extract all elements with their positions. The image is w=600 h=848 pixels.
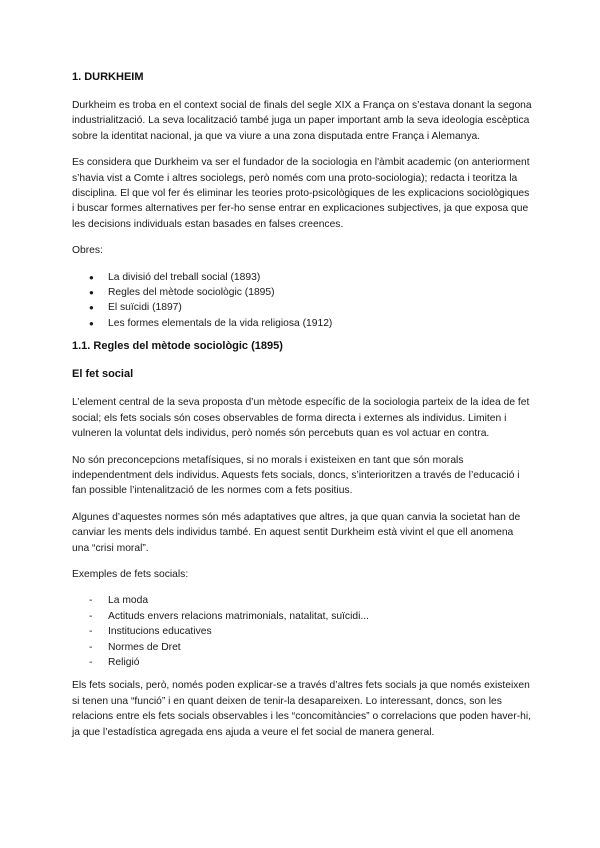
paragraph-moral: No són preconcepcions metafísiques, si no morals i existeixen en tant que són morals independentment dels individus. Aquests fets socials, doncs, s’interioritzen a través de l’educació i fan possible l’intenalització de les normes com a fets positius.	[72, 454, 520, 497]
examples-label: Exemples de fets socials:	[72, 568, 189, 580]
paragraph-context: Durkheim es troba en el context social de finals del segle XIX a França on s’estava donant la segona industrialització. La seva localització també juga un paper important amb la seva ideologia escèptica sobre la identitat nacional, ja que va viure a una zona disputada entre França i Alemanya.	[72, 100, 532, 142]
section-heading: 1. DURKHEIM	[72, 71, 144, 83]
works-list	[72, 270, 532, 332]
dash-icon: -	[89, 610, 93, 622]
dash-icon: -	[89, 626, 93, 638]
works-label: Obres:	[72, 245, 103, 257]
bullet-icon: ●	[89, 303, 94, 313]
list-item: - La moda	[72, 593, 532, 608]
document-body	[72, 70, 532, 751]
bullet-icon: ●	[89, 318, 94, 328]
list-item: ● Regles del mètode sociològic (1895)	[72, 285, 532, 300]
dash-icon: -	[89, 656, 93, 668]
list-item: ● Les formes elementals de la vida religiosa (1912)	[72, 316, 532, 331]
paragraph-social-fact: L’element central de la seva proposta d’un mètode específic de la sociologia parteix de la idea de fet social; els fets socials són coses observables de forma directa i externes als individus. Limiten i vulneren la voluntat dels individus, però només són percebuts quan es vol actuar en contra.	[72, 397, 530, 440]
list-item: - Actituds envers relacions matrimonials, natalitat, suïcidi...	[72, 609, 532, 624]
bullet-icon: ●	[89, 272, 94, 282]
paragraph-function: Els fets socials, però, només poden explicar-se a través d’altres fets socials ja que només existeixen si tenen una “funció” i en quant deixen de tenir-la desapareixen. Lo interessant, doncs, son les relacions entre els fets socials observables i les “concomitàncies” o correlacions que poden haver-hi, ja que l’estadística agregada ens ajuda a veure el fet social de manera general.	[72, 680, 532, 738]
dash-icon: -	[89, 641, 93, 653]
list-item: - Religió	[72, 655, 532, 670]
list-item: - Normes de Dret	[72, 640, 532, 655]
topic-heading: El fet social	[72, 368, 134, 381]
list-item: ● La divisió del treball social (1893)	[72, 270, 532, 285]
list-item: - Institucions educatives	[72, 624, 532, 639]
examples-list	[72, 593, 532, 670]
paragraph-founder: Es considera que Durkheim va ser el fundador de la sociologia en l'àmbit academic (on anteriorment s’havia vist a Comte i altres sociolegs, però només com una proto-sociologia); redacta i teoritza la disciplina. El que vol fer és eliminar les teories proto-psicològiques de les explicacions sociològiques i buscar formes alternatives per fer-ho sense entrar en explicaciones subjectives, ja que exposa que les decisions individuals estan basades en falses creences.	[72, 157, 530, 230]
list-item: ● El suïcidi (1897)	[72, 300, 532, 315]
paragraph-adaptive: Algunes d’aquestes normes són més adaptatives que altres, ja que quan canvia la societat han de canviar les ments dels individus també. En aquest sentit Durkheim està vivint el que ell anomena una “crisi moral”.	[72, 511, 521, 554]
dash-icon: -	[89, 595, 93, 607]
bullet-icon: ●	[89, 288, 94, 298]
subsection-heading: 1.1. Regles del mètode sociològic (1895)	[72, 340, 283, 353]
